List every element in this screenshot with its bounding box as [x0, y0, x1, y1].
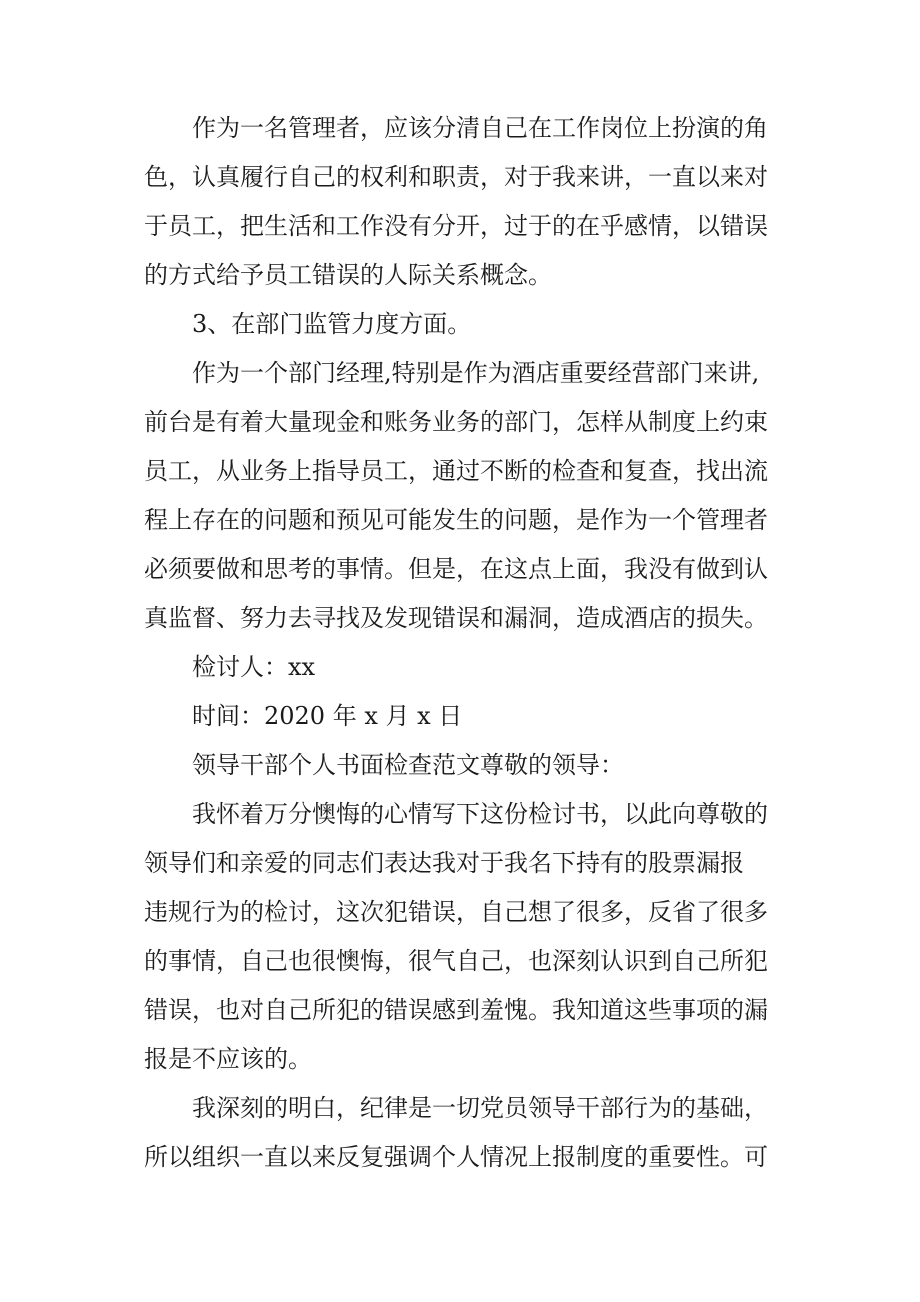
text-line: 必须要做和思考的事情。但是，在这点上面，我没有做到认 — [144, 555, 768, 583]
reviewer-line: 检讨人：xx — [192, 653, 316, 681]
text-line: 作为一个部门经理,特别是作为酒店重要经营部门来讲, — [192, 359, 760, 387]
text-line: 程上存在的问题和预见可能发生的问题，是作为一个管理者 — [144, 506, 768, 534]
text-line: 领导们和亲爱的同志们表达我对于我名下持有的股票漏报 — [144, 849, 744, 877]
date-line: 时间：2020 年 x 月 x 日 — [192, 702, 463, 730]
text-line: 错误，也对自己所犯的错误感到羞愧。我知道这些事项的漏 — [144, 996, 768, 1024]
text-line: 我怀着万分懊悔的心情写下这份检讨书，以此向尊敬的 — [192, 800, 768, 828]
letter-title: 领导干部个人书面检查范文尊敬的领导： — [192, 751, 624, 779]
text-line: 色，认真履行自己的权利和职责，对于我来讲，一直以来对 — [144, 163, 768, 191]
section-heading: 3、在部门监管力度方面。 — [192, 310, 472, 338]
text-line: 前台是有着大量现金和账务业务的部门，怎样从制度上约束 — [144, 408, 768, 436]
text-line: 于员工，把生活和工作没有分开，过于的在乎感情，以错误 — [144, 212, 768, 240]
text-line: 我深刻的明白，纪律是一切党员领导干部行为的基础， — [192, 1094, 768, 1122]
text-line: 报是不应该的。 — [144, 1045, 312, 1073]
text-line: 违规行为的检讨，这次犯错误，自己想了很多，反省了很多 — [144, 898, 768, 926]
text-line: 的事情，自己也很懊悔，很气自己，也深刻认识到自己所犯 — [144, 947, 768, 975]
text-line: 员工，从业务上指导员工，通过不断的检查和复查，找出流 — [144, 457, 768, 485]
text-line: 作为一名管理者，应该分清自己在工作岗位上扮演的角 — [192, 114, 768, 142]
text-line: 所以组织一直以来反复强调个人情况上报制度的重要性。可 — [144, 1143, 768, 1171]
text-line: 真监督、努力去寻找及发现错误和漏洞，造成酒店的损失。 — [144, 604, 768, 632]
text-line: 的方式给予员工错误的人际关系概念。 — [144, 261, 552, 289]
